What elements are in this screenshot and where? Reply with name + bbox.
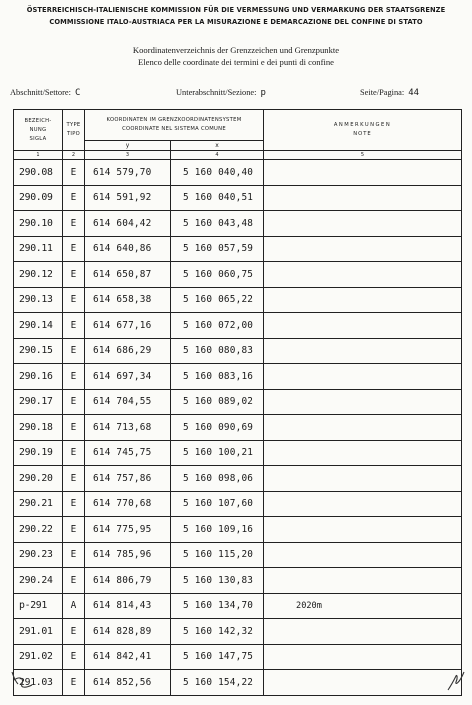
abschnitt-value: C: [74, 88, 81, 98]
table-row: [14, 313, 462, 339]
table-row: [14, 211, 462, 237]
cell-x: 5 160 142,32: [171, 619, 264, 645]
col-number-1: 1: [14, 151, 63, 160]
col-header-note-it: NOTE: [353, 131, 372, 137]
cell-sigla: p-291: [14, 593, 63, 619]
cell-note: [264, 542, 462, 568]
cell-y: 614 686,29: [85, 338, 171, 364]
table-row: [14, 185, 462, 211]
cell-x: 5 160 098,06: [171, 466, 264, 492]
table-row: [14, 287, 462, 313]
cell-x: 5 160 107,60: [171, 491, 264, 517]
col-header-note: [264, 110, 462, 151]
table-row: [14, 644, 462, 670]
cell-tipo: E: [63, 211, 85, 237]
cell-tipo: E: [63, 287, 85, 313]
cell-x: 5 160 147,75: [171, 644, 264, 670]
table-number-row: [14, 151, 462, 160]
cell-tipo: E: [63, 670, 85, 696]
cell-sigla: 291.01: [14, 619, 63, 645]
handwritten-mark-icon: [8, 668, 38, 692]
cell-tipo: E: [63, 644, 85, 670]
cell-sigla: 290.10: [14, 211, 63, 237]
table-row: [14, 491, 462, 517]
header-line-it: COMMISSIONE ITALO-AUSTRIACA PER LA MISURAZIONE E DEMARCAZIONE DEL CONFINE DI STATO: [49, 17, 423, 26]
cell-x: 5 160 080,83: [171, 338, 264, 364]
cell-y: 614 677,16: [85, 313, 171, 339]
col-header-coordinates-de: KOORDINATEN IM GRENZKOORDINATENSYSTEM: [106, 117, 242, 123]
cell-x: 5 160 072,00: [171, 313, 264, 339]
cell-y: 614 704,55: [85, 389, 171, 415]
header-line-de: ÖSTERREICHISCH-ITALIENISCHE KOMMISSION FÜR DIE VERMESSUNG UND VERMARKUNG DER STAATSGRENZE: [26, 5, 446, 14]
unterabschnitt-value: p: [260, 88, 266, 98]
table-row: [14, 568, 462, 594]
table-row: [14, 364, 462, 390]
cell-tipo: E: [63, 440, 85, 466]
cell-x: 5 160 115,20: [171, 542, 264, 568]
cell-sigla: 290.08: [14, 160, 63, 186]
cell-note: [264, 364, 462, 390]
cell-x: 5 160 130,83: [171, 568, 264, 594]
axis-y-label: y: [85, 141, 171, 151]
table-row: [14, 415, 462, 441]
cell-tipo: E: [63, 313, 85, 339]
cell-note: [264, 160, 462, 186]
col-header-sigla-de: BEZEICH-: [24, 117, 52, 124]
table-row: [14, 542, 462, 568]
cell-sigla: 290.14: [14, 313, 63, 339]
cell-sigla: 291.03: [14, 670, 63, 696]
cell-note: [264, 287, 462, 313]
coordinate-table: [13, 109, 462, 696]
cell-x: 5 160 083,16: [171, 364, 264, 390]
cell-note: [264, 644, 462, 670]
cell-y: 614 650,87: [85, 262, 171, 288]
table-row: [14, 670, 462, 696]
col-header-tipo: [63, 110, 85, 151]
table-row: [14, 338, 462, 364]
cell-note: [264, 517, 462, 543]
title-de: Koordinatenverzeichnis der Grenzzeichen und Grenzpunkte: [132, 45, 340, 55]
cell-y: 614 604,42: [85, 211, 171, 237]
col-header-tipo-it: TIPO: [66, 131, 81, 137]
cell-tipo: E: [63, 491, 85, 517]
cell-tipo: E: [63, 185, 85, 211]
cell-tipo: E: [63, 389, 85, 415]
cell-x: 5 160 043,48: [171, 211, 264, 237]
cell-x: 5 160 065,22: [171, 287, 264, 313]
seite-value: 44: [408, 88, 420, 98]
cell-sigla: 290.24: [14, 568, 63, 594]
col-header-note-de: ANMERKUNGEN: [333, 122, 392, 128]
cell-y: 614 579,70: [85, 160, 171, 186]
cell-y: 614 713,68: [85, 415, 171, 441]
cell-y: 614 852,56: [85, 670, 171, 696]
cell-x: 5 160 040,51: [171, 185, 264, 211]
cell-tipo: E: [63, 338, 85, 364]
table-row: [14, 389, 462, 415]
cell-note: [264, 491, 462, 517]
cell-x: 5 160 134,70: [171, 593, 264, 619]
axis-x-label: x: [171, 141, 264, 151]
cell-y: 614 591,92: [85, 185, 171, 211]
cell-tipo: E: [63, 236, 85, 262]
cell-sigla: 290.20: [14, 466, 63, 492]
table-row: [14, 466, 462, 492]
cell-tipo: E: [63, 619, 85, 645]
cell-sigla: 290.12: [14, 262, 63, 288]
table-row: [14, 619, 462, 645]
cell-x: 5 160 090,69: [171, 415, 264, 441]
cell-tipo: E: [63, 415, 85, 441]
cell-y: 614 785,96: [85, 542, 171, 568]
cell-tipo: E: [63, 364, 85, 390]
seite-label: Seite/Pagina:: [360, 88, 405, 97]
col-number-3: 3: [85, 151, 171, 160]
cell-note: [264, 670, 462, 696]
cell-tipo: E: [63, 160, 85, 186]
col-header-tipo-de: TYPE: [66, 122, 81, 128]
cell-sigla: 290.11: [14, 236, 63, 262]
cell-y: 614 745,75: [85, 440, 171, 466]
cell-tipo: A: [63, 593, 85, 619]
cell-y: 614 828,89: [85, 619, 171, 645]
cell-y: 614 775,95: [85, 517, 171, 543]
cell-note: [264, 236, 462, 262]
unterabschnitt-label: Unterabschnitt/Sezione:: [176, 88, 257, 97]
cell-sigla: 290.16: [14, 364, 63, 390]
table-row: [14, 517, 462, 543]
col-number-4: 4: [171, 151, 264, 160]
cell-tipo: E: [63, 568, 85, 594]
cell-y: 614 658,38: [85, 287, 171, 313]
cell-x: 5 160 057,59: [171, 236, 264, 262]
cell-note: [264, 440, 462, 466]
cell-tipo: E: [63, 517, 85, 543]
cell-y: 614 814,43: [85, 593, 171, 619]
cell-note: [264, 313, 462, 339]
col-header-coordinates-it: COORDINATE NEL SISTEMA COMUNE: [122, 126, 226, 132]
table-row: [14, 262, 462, 288]
cell-x: 5 160 154,22: [171, 670, 264, 696]
title-it: Elenco delle coordinate dei termini e dei punti di confine: [138, 57, 334, 67]
table-header-row: [14, 110, 462, 141]
cell-y: 614 697,34: [85, 364, 171, 390]
abschnitt-label: Abschnitt/Settore:: [10, 88, 71, 97]
unterabschnitt-field: [176, 88, 266, 98]
cell-y: 614 640,86: [85, 236, 171, 262]
cell-note: [264, 211, 462, 237]
cell-sigla: 290.18: [14, 415, 63, 441]
cell-note: [264, 389, 462, 415]
col-number-2: 2: [63, 151, 85, 160]
cell-sigla: 290.09: [14, 185, 63, 211]
cell-note: [264, 568, 462, 594]
col-header-coordinates: [85, 110, 264, 141]
cell-note: [264, 415, 462, 441]
cell-x: 5 160 060,75: [171, 262, 264, 288]
handwritten-signature-icon: [444, 668, 468, 694]
col-header-sigla-it: SIGLA: [29, 135, 47, 142]
cell-x: 5 160 100,21: [171, 440, 264, 466]
cell-note: [264, 185, 462, 211]
cell-sigla: 291.02: [14, 644, 63, 670]
cell-x: 5 160 040,40: [171, 160, 264, 186]
table-row: [14, 440, 462, 466]
cell-sigla: 290.17: [14, 389, 63, 415]
cell-y: 614 842,41: [85, 644, 171, 670]
cell-note: 2020m: [264, 593, 462, 619]
table-row: [14, 593, 462, 619]
cell-tipo: E: [63, 542, 85, 568]
cell-x: 5 160 109,16: [171, 517, 264, 543]
col-number-5: 5: [264, 151, 462, 160]
seite-field: [360, 88, 419, 98]
cell-y: 614 770,68: [85, 491, 171, 517]
cell-x: 5 160 089,02: [171, 389, 264, 415]
cell-tipo: E: [63, 466, 85, 492]
abschnitt-field: [10, 88, 80, 98]
cell-tipo: E: [63, 262, 85, 288]
cell-note: [264, 262, 462, 288]
cell-note: [264, 466, 462, 492]
cell-sigla: 290.13: [14, 287, 63, 313]
cell-sigla: 290.22: [14, 517, 63, 543]
cell-sigla: 290.21: [14, 491, 63, 517]
col-header-sigla-de2: NUNG: [29, 126, 47, 133]
cell-y: 614 806,79: [85, 568, 171, 594]
table-row: [14, 236, 462, 262]
cell-sigla: 290.15: [14, 338, 63, 364]
table-row: [14, 160, 462, 186]
cell-note: [264, 338, 462, 364]
col-header-sigla: [14, 110, 63, 151]
cell-sigla: 290.23: [14, 542, 63, 568]
cell-y: 614 757,86: [85, 466, 171, 492]
cell-sigla: 290.19: [14, 440, 63, 466]
cell-note: [264, 619, 462, 645]
